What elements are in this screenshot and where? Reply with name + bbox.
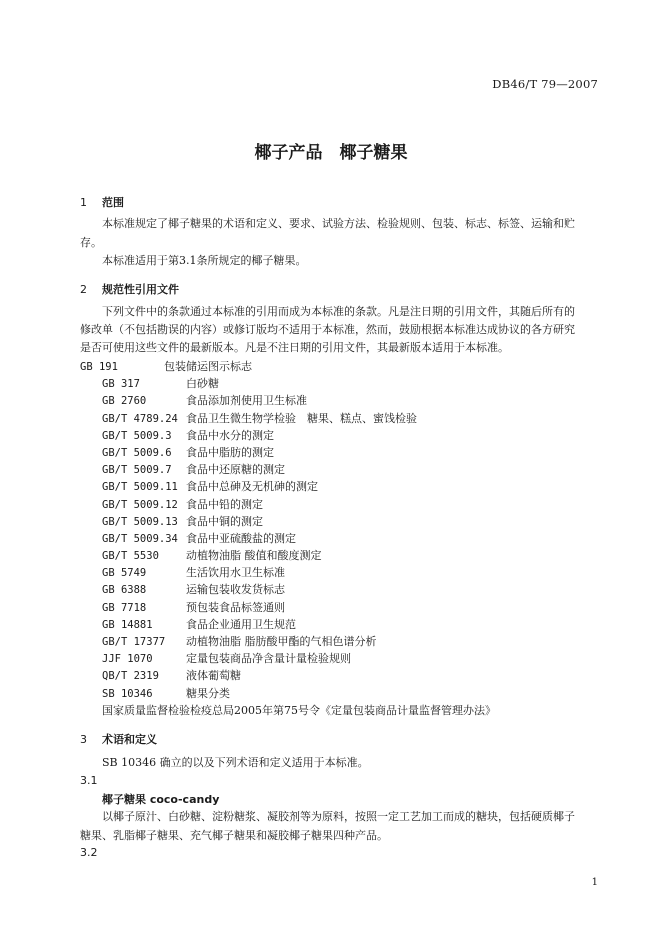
- reference-item: [80, 358, 600, 375]
- reference-title: 包装储运图示标志: [164, 360, 252, 373]
- document-title: 椰子产品 椰子糖果: [254, 143, 408, 163]
- section-heading-normative-refs: [80, 281, 179, 297]
- term-number: 3.2: [80, 846, 98, 859]
- section-title: 术语和定义: [102, 733, 157, 746]
- reference-code: GB/T 5009.7: [102, 464, 172, 477]
- reference-item: [80, 616, 600, 633]
- reference-item: [80, 564, 600, 581]
- term-number: 3.1: [80, 774, 98, 787]
- reference-item: [80, 599, 600, 616]
- reference-decree: 国家质量监督检验检疫总局2005年第75号令《定量包装商品计量监督管理办法》: [102, 703, 496, 717]
- reference-code: GB/T 5530: [102, 550, 159, 563]
- term-definition: [80, 807, 600, 845]
- reference-title: 预包装食品标签通则: [186, 600, 285, 614]
- text-span: 存。: [80, 236, 102, 249]
- reference-code: GB/T 5009.12: [102, 498, 178, 511]
- text-line: [80, 233, 600, 252]
- text-span: 本标准适用于第3.1条所规定的椰子糖果。: [102, 254, 307, 267]
- text-line: [80, 251, 600, 270]
- reference-code: GB 7718: [102, 601, 147, 614]
- reference-code: GB/T 17377: [102, 636, 166, 648]
- reference-item: [80, 496, 600, 513]
- reference-item: [80, 427, 600, 444]
- section-number: 3: [80, 733, 87, 746]
- reference-item: [80, 478, 600, 495]
- reference-title: 食品企业通用卫生规范: [186, 617, 296, 631]
- reference-item: [80, 444, 600, 461]
- reference-code: GB 2760: [102, 395, 147, 408]
- text-span: 以椰子原汁、白砂糖、淀粉糖浆、凝胶剂等为原料，按照一定工艺加工而成的糖块，包括硬质椰子: [102, 810, 575, 823]
- reference-item: [80, 513, 600, 530]
- reference-item: [80, 410, 600, 427]
- reference-title: 食品添加剂使用卫生标准: [186, 394, 307, 408]
- text-span: 本标准规定了椰子糖果的术语和定义、要求、试验方法、检验规则、包装、标志、标签、运输和贮: [102, 217, 575, 230]
- term-name: 椰子糖果 coco-candy: [102, 793, 220, 806]
- reference-code: JJF 1070: [102, 653, 153, 666]
- reference-code: GB/T 5009.6: [102, 446, 172, 459]
- text-line: [80, 807, 600, 826]
- reference-item: [80, 375, 600, 392]
- text-line: [80, 321, 600, 339]
- reference-code: GB 191: [80, 361, 118, 373]
- text-line: [80, 826, 600, 845]
- reference-code: GB/T 5009.3: [102, 429, 172, 442]
- reference-title: 食品卫生微生物学检验 糖果、糕点、蜜饯检验: [186, 411, 417, 425]
- reference-title: 定量包装商品净含量计量检验规则: [186, 652, 351, 666]
- reference-item: [80, 633, 600, 650]
- reference-item: [80, 461, 600, 478]
- reference-title: 食品中铜的测定: [186, 514, 263, 528]
- text-span: 糖果、乳脂椰子糖果、充气椰子糖果和凝胶椰子糖果四种产品。: [80, 829, 388, 842]
- reference-item: [80, 581, 600, 598]
- reference-title: 运输包装收发货标志: [186, 583, 285, 597]
- reference-item: [80, 530, 600, 547]
- text-span: 修改单（不包括勘误的内容）或修订版均不适用于本标准，然而，鼓励根据本标准达成协议的各方研究: [80, 323, 575, 336]
- reference-code: QB/T 2319: [102, 670, 159, 683]
- reference-code: GB 14881: [102, 618, 153, 631]
- reference-item: [80, 392, 600, 409]
- page-number: 1: [591, 877, 598, 888]
- reference-code: GB 317: [102, 378, 140, 391]
- reference-code: SB 10346: [102, 687, 153, 700]
- reference-title: 食品中水分的测定: [186, 428, 274, 442]
- reference-title: 食品中还原糖的测定: [186, 463, 285, 477]
- text-line: [80, 753, 600, 772]
- scope-paragraph-1: [80, 214, 600, 252]
- reference-item: [80, 685, 600, 702]
- text-line: [80, 303, 600, 321]
- text-line: [80, 214, 600, 233]
- reference-title: 动植物油脂 酸值和酸度测定: [186, 549, 322, 563]
- reference-title: 食品中总砷及无机砷的测定: [186, 480, 318, 494]
- normative-refs-intro: [80, 303, 600, 357]
- scope-paragraph-2: [80, 251, 600, 270]
- reference-code: GB 6388: [102, 584, 147, 597]
- section-number: 2: [80, 283, 87, 296]
- text-line: [80, 339, 600, 357]
- reference-code: GB/T 5009.34: [102, 532, 178, 545]
- text-span: 下列文件中的条款通过本标准的引用而成为本标准的条款。凡是注日期的引用文件，其随后所有的: [102, 305, 575, 318]
- terms-intro: [80, 753, 600, 772]
- section-heading-terms: [80, 731, 157, 747]
- text-span: 是否可使用这些文件的最新版本。凡是不注日期的引用文件，其最新版本适用于本标准。: [80, 341, 509, 354]
- section-number: 1: [80, 196, 87, 209]
- reference-code: GB 5749: [102, 567, 147, 580]
- section-title: 规范性引用文件: [102, 283, 179, 296]
- reference-item: [80, 547, 600, 564]
- reference-item: [80, 667, 600, 684]
- reference-item: [80, 650, 600, 667]
- reference-title: 食品中脂肪的测定: [186, 445, 274, 459]
- text-span: SB 10346 确立的以及下列术语和定义适用于本标准。: [102, 756, 369, 769]
- reference-title: 食品中亚硫酸盐的测定: [186, 531, 296, 545]
- section-title: 范围: [102, 196, 124, 209]
- reference-list: [80, 358, 600, 719]
- reference-title: 食品中铅的测定: [186, 497, 263, 511]
- reference-code: GB/T 5009.13: [102, 515, 178, 528]
- reference-title: 糖果分类: [186, 686, 230, 700]
- reference-code: GB/T 5009.11: [102, 481, 178, 494]
- reference-title: 动植物油脂 脂肪酸甲酯的气相色谱分析: [186, 635, 377, 648]
- reference-title: 白砂糖: [186, 377, 219, 391]
- reference-title: 液体葡萄糖: [186, 669, 241, 683]
- section-heading-scope: [80, 194, 124, 210]
- reference-code: GB/T 4789.24: [102, 412, 178, 425]
- standard-number: DB46/T 79—2007: [492, 77, 598, 91]
- reference-title: 生活饮用水卫生标准: [186, 566, 285, 580]
